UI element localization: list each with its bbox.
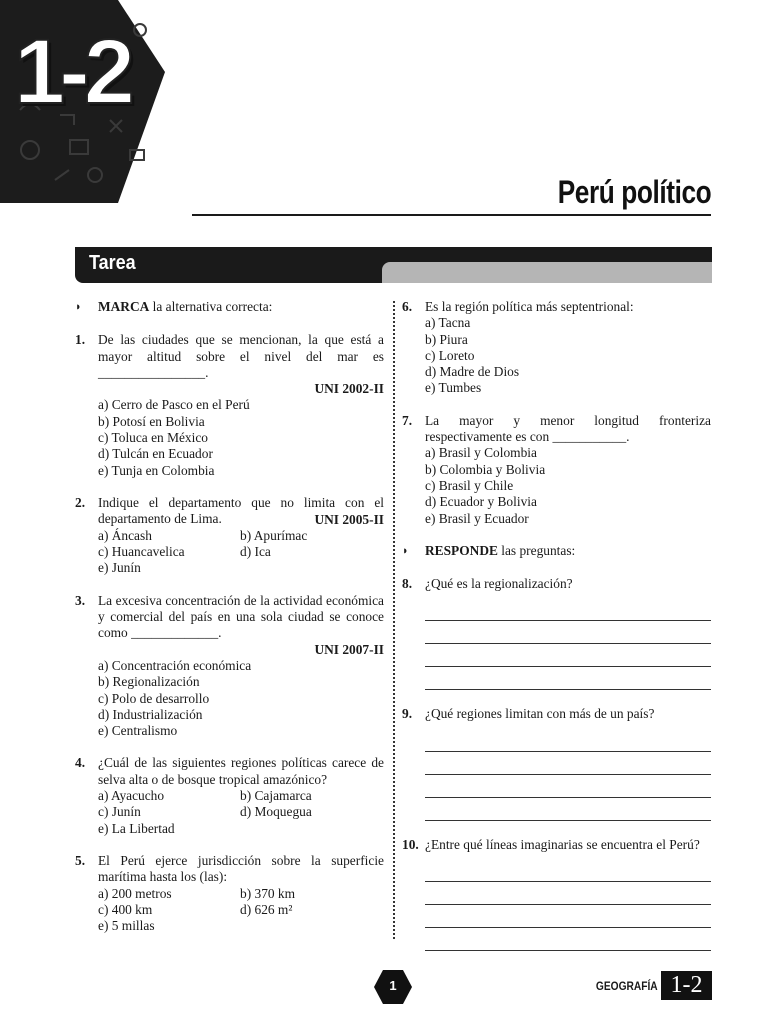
question-3 bbox=[75, 593, 384, 740]
option: d) Ecuador y Bolivia bbox=[425, 494, 537, 510]
option: c) Brasil y Chile bbox=[425, 477, 514, 493]
instruction-bold: RESPONDE bbox=[425, 542, 498, 558]
answer-lines bbox=[425, 598, 711, 690]
question-number: 1. bbox=[75, 332, 86, 348]
option: b) Potosí en Bolivia bbox=[98, 413, 205, 429]
question-number: 10. bbox=[402, 836, 419, 852]
option: e) La Libertad bbox=[98, 820, 175, 836]
answer-lines bbox=[425, 729, 711, 821]
question-number: 3. bbox=[75, 592, 86, 608]
question-stem: ¿Entre qué líneas imaginarias se encuentra el Perú? bbox=[425, 836, 700, 852]
answer-line[interactable] bbox=[425, 859, 711, 882]
options-grid bbox=[98, 788, 384, 837]
answer-line[interactable] bbox=[425, 752, 711, 775]
option: b) 370 km bbox=[240, 885, 296, 901]
option: a) Áncash bbox=[98, 527, 152, 543]
answer-line[interactable] bbox=[425, 928, 711, 951]
footer-chapter-code: 1-2 bbox=[661, 971, 712, 1000]
section-bar-gray bbox=[382, 262, 712, 283]
question-stem: Indique el departamento que no limita con el departamento de Lima. bbox=[98, 494, 384, 527]
instruction-text: la alternativa correcta: bbox=[149, 299, 273, 314]
question-stem: ¿Qué es la regionalización? bbox=[425, 576, 573, 592]
answer-line[interactable] bbox=[425, 798, 711, 821]
answer-line[interactable] bbox=[425, 598, 711, 621]
question-stem: La mayor y menor longitud fronteriza respectivamente es con ___________. bbox=[425, 412, 711, 445]
answer-line[interactable] bbox=[425, 729, 711, 752]
instruction-responde bbox=[402, 543, 711, 559]
question-stem: La excesiva concentración de la actividad económica y comercial del país en una sola ciudad se conoce como _____________. bbox=[98, 592, 384, 641]
question-10 bbox=[402, 837, 711, 951]
answer-lines bbox=[425, 859, 711, 951]
option: e) Junín bbox=[98, 560, 141, 576]
option: c) Junín bbox=[98, 804, 141, 820]
question-4 bbox=[75, 755, 384, 836]
question-stem: De las ciudades que se mencionan, la que está a mayor altitud sobre el nivel del mar es ________________. bbox=[98, 332, 384, 380]
question-number: 2. bbox=[75, 494, 86, 510]
option: d) Ica bbox=[240, 544, 271, 560]
option: d) Tulcán en Ecuador bbox=[98, 446, 213, 462]
question-1 bbox=[75, 332, 384, 479]
option: e) Tumbes bbox=[425, 380, 482, 396]
instruction-text: las preguntas: bbox=[497, 542, 576, 558]
option: a) Tacna bbox=[425, 315, 471, 331]
option: a) Concentración económica bbox=[98, 657, 252, 673]
section-label: Tarea bbox=[89, 252, 136, 274]
option: e) Tunja en Colombia bbox=[98, 462, 215, 478]
question-stem: El Perú ejerce jurisdicción sobre la superficie marítima hasta los (las): bbox=[98, 852, 384, 885]
answer-line[interactable] bbox=[425, 775, 711, 798]
chapter-number-badge: 1-2 bbox=[14, 21, 129, 123]
question-5 bbox=[75, 853, 384, 934]
question-number: 4. bbox=[75, 755, 86, 771]
option: a) Brasil y Colombia bbox=[425, 445, 537, 461]
question-stem: ¿Qué regiones limitan con más de un país? bbox=[425, 706, 655, 722]
question-9 bbox=[402, 706, 711, 820]
option: e) Centralismo bbox=[98, 723, 178, 739]
question-7 bbox=[402, 413, 711, 527]
question-8 bbox=[402, 576, 711, 690]
answer-line[interactable] bbox=[425, 644, 711, 667]
option: d) Madre de Dios bbox=[425, 364, 520, 380]
option: d) Moquegua bbox=[240, 804, 312, 820]
option: d) Industrialización bbox=[98, 706, 203, 722]
option: e) 5 millas bbox=[98, 918, 155, 934]
column-divider bbox=[393, 301, 395, 939]
option: e) Brasil y Ecuador bbox=[425, 510, 529, 526]
option: c) Loreto bbox=[425, 347, 475, 363]
option: b) Regionalización bbox=[98, 674, 200, 690]
bullet-arrow-icon: ◗ bbox=[402, 544, 409, 557]
option: a) Ayacucho bbox=[98, 788, 165, 804]
page-number: 1 bbox=[389, 978, 397, 993]
option: c) Toluca en México bbox=[98, 430, 208, 446]
bullet-arrow-icon: ◗ bbox=[75, 301, 82, 313]
question-number: 5. bbox=[75, 852, 86, 868]
options-grid bbox=[98, 528, 384, 577]
question-number: 6. bbox=[402, 299, 413, 314]
question-stem: ¿Cuál de las siguientes regiones políticas carece de selva alta o de bosque tropical amazónico? bbox=[98, 755, 384, 787]
question-2 bbox=[75, 495, 384, 577]
page-title: Perú político bbox=[557, 174, 711, 210]
answer-line[interactable] bbox=[425, 621, 711, 644]
option: b) Cajamarca bbox=[240, 788, 312, 804]
answer-line[interactable] bbox=[425, 882, 711, 905]
question-number: 7. bbox=[402, 412, 413, 428]
option: b) Apurímac bbox=[240, 527, 308, 543]
option: a) Cerro de Pasco en el Perú bbox=[98, 397, 250, 413]
options-grid bbox=[98, 886, 384, 935]
left-column bbox=[75, 299, 384, 950]
question-6 bbox=[402, 299, 711, 397]
answer-line[interactable] bbox=[425, 667, 711, 690]
option: d) 626 m² bbox=[240, 901, 293, 917]
question-stem: Es la región política más septentrional: bbox=[425, 299, 634, 314]
option: c) Huancavelica bbox=[98, 544, 185, 560]
question-source: UNI 2007-II bbox=[314, 641, 384, 657]
instruction-mark bbox=[75, 299, 384, 315]
footer-subject: GEOGRAFÍA bbox=[596, 979, 658, 993]
option: b) Piura bbox=[425, 331, 468, 347]
option: b) Colombia y Bolivia bbox=[425, 461, 546, 477]
question-number: 8. bbox=[402, 576, 413, 592]
question-number: 9. bbox=[402, 706, 413, 722]
right-column bbox=[402, 299, 711, 967]
option: c) 400 km bbox=[98, 901, 153, 917]
option: c) Polo de desarrollo bbox=[98, 690, 210, 706]
instruction-bold: MARCA bbox=[98, 299, 150, 314]
question-source: UNI 2002-II bbox=[314, 381, 384, 397]
section-header-bar bbox=[75, 247, 712, 283]
answer-line[interactable] bbox=[425, 905, 711, 928]
question-source: UNI 2005-II bbox=[314, 511, 384, 527]
title-underline bbox=[192, 214, 711, 216]
option: a) 200 metros bbox=[98, 885, 172, 901]
